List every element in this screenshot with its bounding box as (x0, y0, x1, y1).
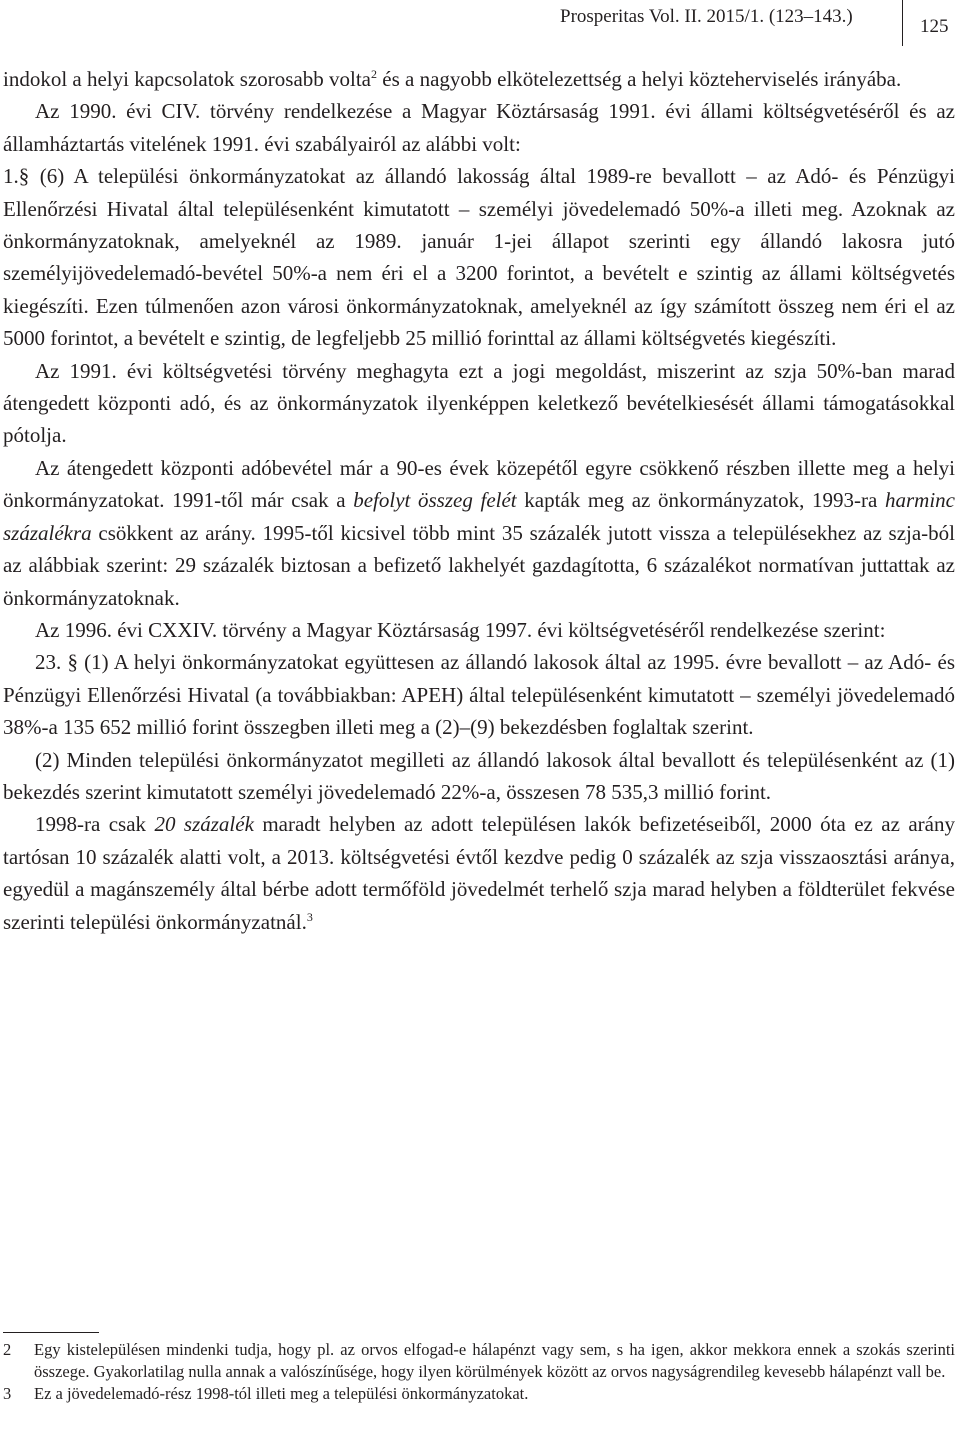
footnote-ref-2: 2 (371, 67, 378, 81)
paragraph-text: és a nagyobb elkötelezettség a helyi közteherviselés irányába. (377, 67, 902, 91)
paragraph-4: Az 1991. évi költségvetési törvény meghagyta ezt a jogi megoldást, miszerint az szja 50%-ban marad átengedett központi adó, és az önkormányzatok ilyenképpen keletkező bevételkiesését állami támogatásokkal pótolja. (3, 358, 955, 448)
paragraph-text: kapták meg az önkormányzatok, 1993-ra (516, 488, 885, 513)
footnote-number: 2 (3, 1340, 12, 1359)
footnote-ref-3: 3 (306, 909, 313, 924)
paragraph-text: indokol a helyi kapcsolatok szorosabb volta (3, 67, 372, 91)
paragraph-7: 23. § (1) A helyi önkormányzatokat együttesen az állandó lakosok által az 1995. évre bevallott – az Adó- és Pénzügyi Ellenőrzési Hivatal (a továbbiakban: APEH) által településenként kimutatott – személyi jövedelemadó 38%-a 135 652 millió forint összegben illeti meg a (2)–(9) bekezdésben foglaltak szerint. (3, 650, 955, 740)
paragraph-3: 1.§ (6) A települési önkormányzatokat az állandó lakosság által 1989-re bevallott – az Adó- és Pénzügyi Ellenőrzési Hivatal által településenként kimutatott – személyi jövedelemadó 50%-a illeti meg. Azoknak az önkormányzatoknak, amelyeknél az 1989. január 1-jei állapot szerinti egy állandó lakosra jutó személyijövedelemadó-bevétel 50%-a nem éri el a 3200 forintot, a bevételt e szintig az állami költségvetés kiegészíti. Ezen túlmenően azon városi önkormányzatoknak, amelyeknél az így számított összeg nem éri el az 5000 forintot, a bevételt e szintig, de legfeljebb 25 millió forinttal az állami költségvetés kiegészíti. (3, 164, 955, 351)
footnote-3 (3, 1383, 955, 1405)
emphasis-text: befolyt összeg felét (353, 488, 517, 513)
footnote-2 (3, 1339, 955, 1383)
footnote-number: 3 (3, 1383, 12, 1403)
emphasis-text: 20 százalék (154, 812, 254, 837)
footnote-text: Egy kistelepülésen mindenki tudja, hogy pl. az orvos elfogad-e hálapénzt vagy sem, s ha igen, akkor mekkora ennek a szokás szerinti összege. Gyakorlatilag nulla annak a valószínűsége, hogy ilyen körülmények között az orvos nagyságrendileg kevesebb hálapénzt vall be. (34, 1340, 955, 1381)
footnote-text: Ez a jövedelemadó-rész 1998-tól illeti meg a települési önkormányzatokat. (34, 1383, 529, 1403)
paragraph-8: (2) Minden települési önkormányzatot megilleti az állandó lakosok által bevallott és településenként az (1) bekezdés szerint kimutatott személyi jövedelemadó 22%-a, összesen 78 535,3 millió forint. (3, 747, 955, 804)
page-number: 125 (920, 16, 949, 37)
paragraph-text: maradt helyben az adott településen lakók befizetéseiből, 2000 óta ez az arány tartósan 10 százalék alatti volt, a 2013. költségvetési évtől kezdve pedig 0 százalék az szja visszaosztási aránya, egyedül a magánszemély által bérbe adott termőföld jövedelmét terhelő szja marad helyben a földterület fekvése szerinti települési önkormányzatnál. (3, 812, 955, 934)
main-text (3, 63, 955, 938)
paragraph-text: csökkent az arány. 1995-től kicsivel több mint 35 százalék jutott vissza a településekhez az szja-ból az alábbiak szerint: 29 százalék biztosan a befizető lakhelyét gazdagította, 6 százalékot normatívan juttattak az önkormányzatoknak. (3, 520, 955, 610)
paragraph-1 (3, 63, 955, 95)
emphasis-text: harminc százalékra (3, 488, 955, 545)
paragraph-6: Az 1996. évi CXXIV. törvény a Magyar Köztársaság 1997. évi költségvetéséről rendelkezése szerint: (35, 617, 886, 642)
paragraph-2: Az 1990. évi CIV. törvény rendelkezése a Magyar Köztársaság 1991. évi állami költségvetéséről és az államháztartás vitelének 1991. évi szabályairól az alábbi volt: (3, 99, 955, 156)
running-title: Prosperitas Vol. II. 2015/1. (123–143.) (560, 6, 853, 27)
footnotes (3, 1339, 955, 1404)
paragraph-5 (3, 452, 955, 614)
paragraph-9 (3, 808, 955, 938)
paragraph-text: 1998-ra csak (35, 812, 155, 837)
header-divider (902, 0, 903, 46)
paragraph-text: Az átengedett központi adóbevétel már a 90-es évek közepétől egyre csökkenő részben illette meg a helyi önkormányzatokat. 1991-től már csak a (3, 455, 955, 513)
footnote-separator (3, 1332, 99, 1333)
